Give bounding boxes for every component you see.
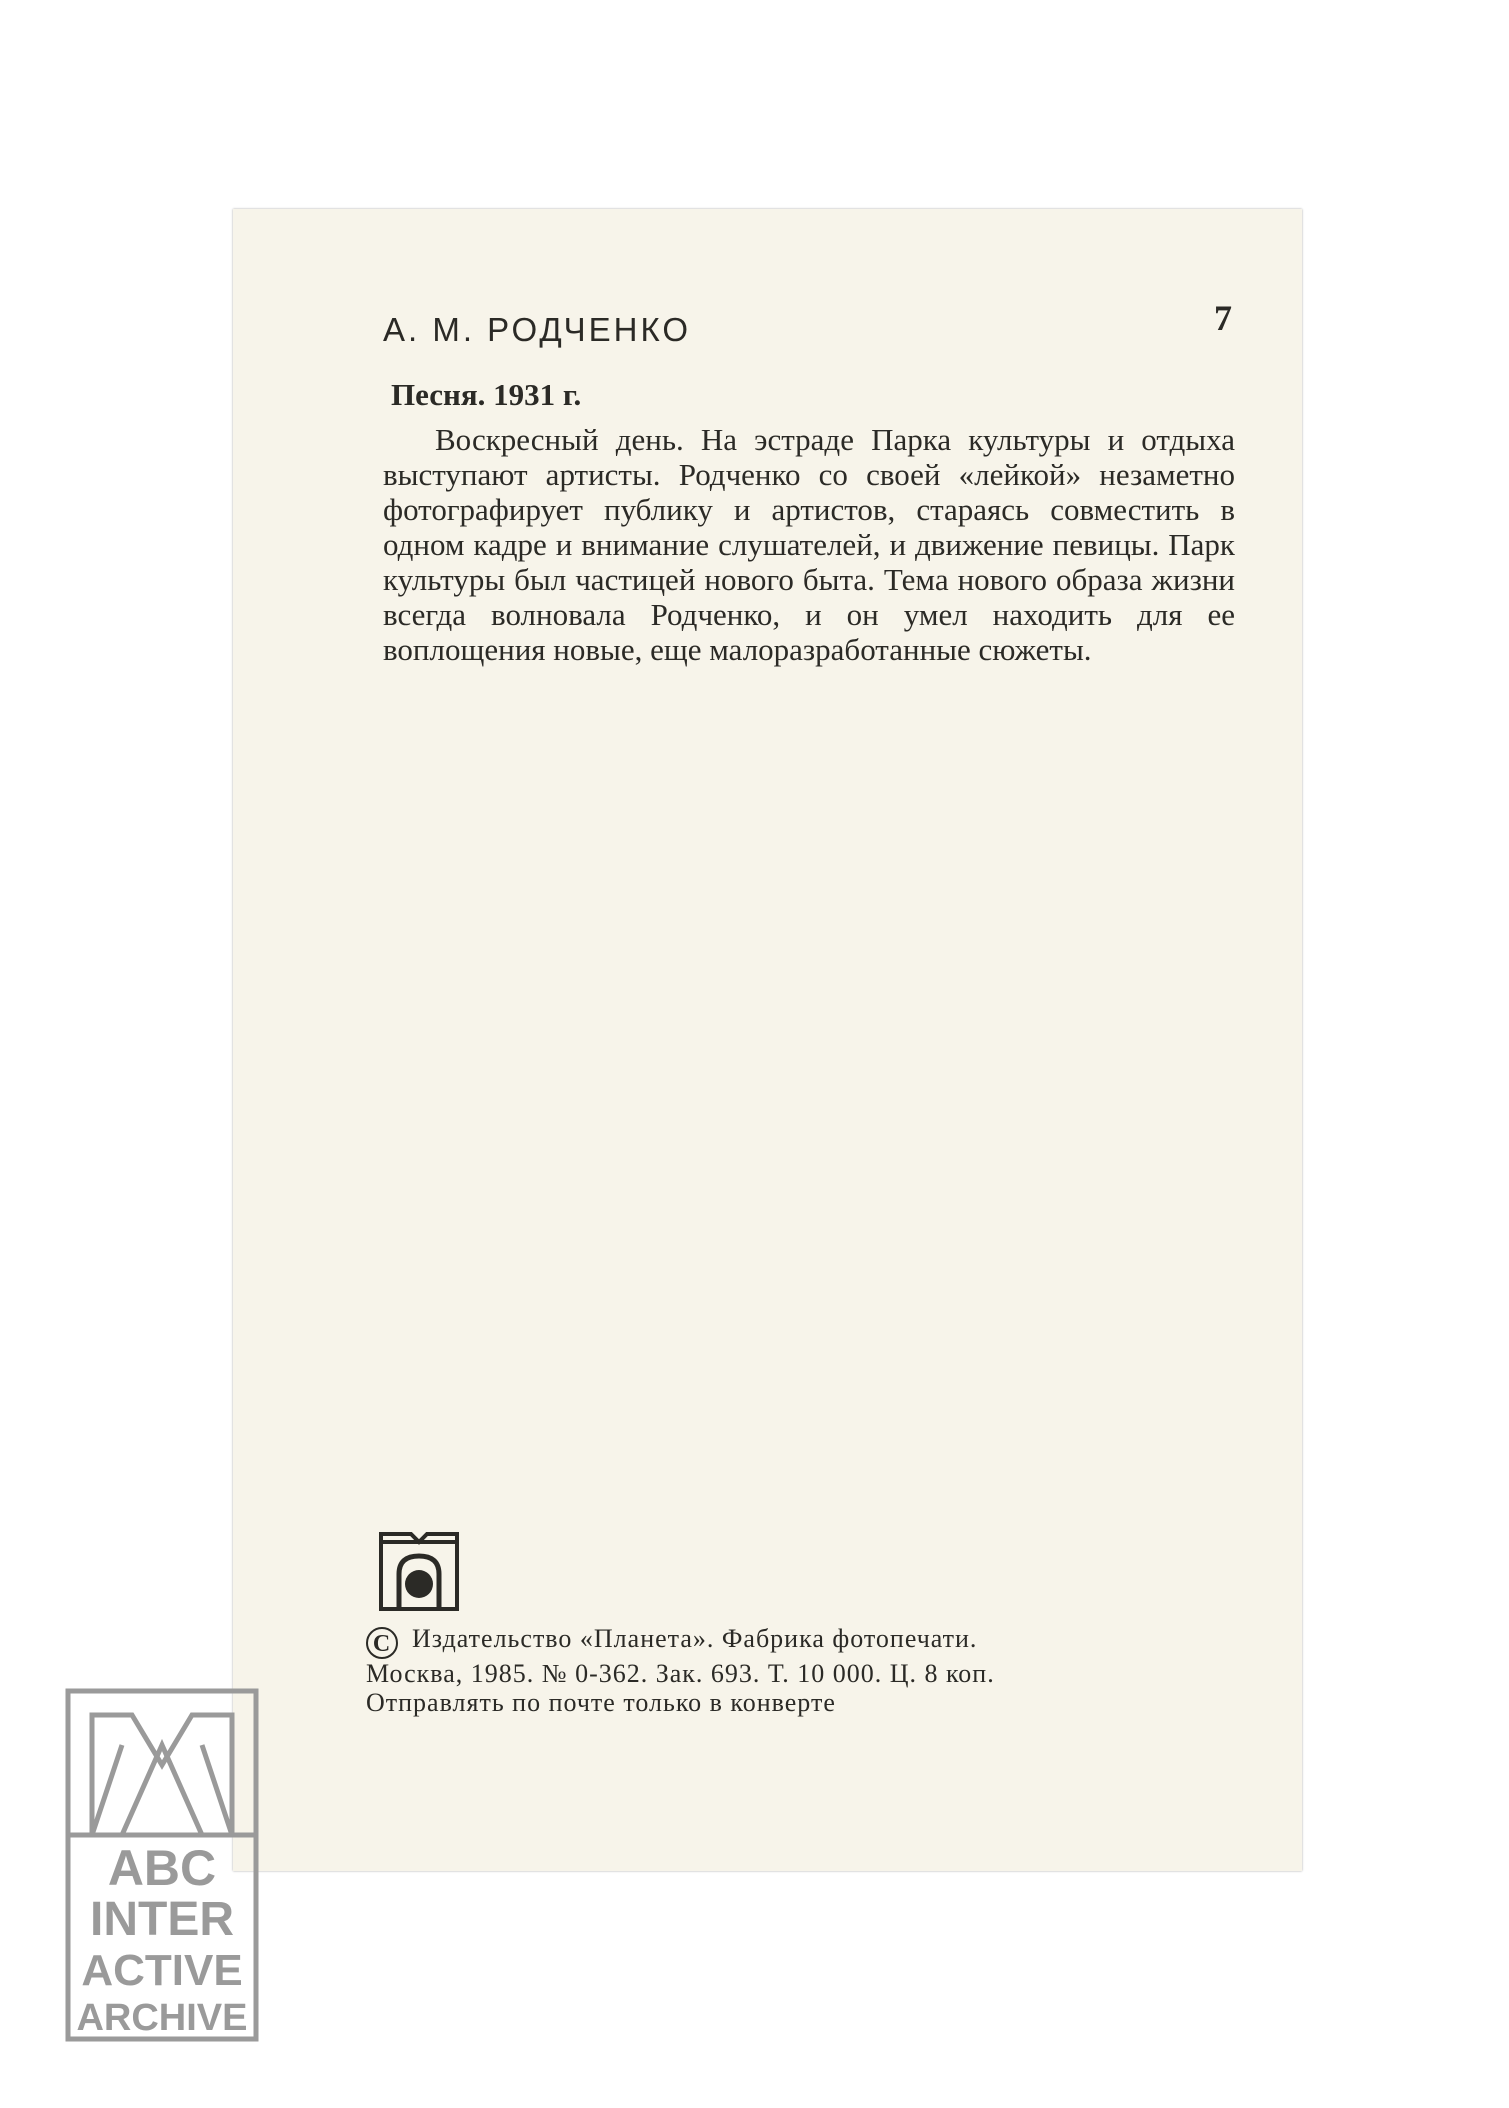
imprint-publisher: Издательство «Планета». Фабрика фотопечати. <box>412 1624 978 1653</box>
page-number: 7 <box>1214 298 1232 338</box>
copyright-icon: С <box>366 1627 398 1659</box>
imprint-line-3: Отправлять по почте только в конверте <box>366 1688 836 1717</box>
artwork-description: Воскресный день. На эстраде Парка культуры и отдыха выступают артисты. Родченко со своей «лейкой» незаметно фотографирует публику и артистов, стараясь совместить в одном кадре и внимание слушателей, и движение певицы. Парк культуры был частицей нового быта. Тема нового образа жизни всегда волновала Родченко, и он умел находить для ее воплощения новые, еще малоразработанные сюжеты. <box>383 422 1235 667</box>
watermark-line-2: INTER <box>90 1893 234 1946</box>
imprint-line-2: Москва, 1985. № 0-362. Зак. 693. Т. 10 000. Ц. 8 коп. <box>366 1659 995 1688</box>
watermark-line-3: ACTIVE <box>81 1946 243 1995</box>
watermark-line-1: ABC <box>107 1840 217 1896</box>
imprint <box>366 1624 1235 1717</box>
artwork-title: Песня. 1931 г. <box>391 377 582 412</box>
abc-archive-watermark <box>62 1685 262 2045</box>
imprint-line-1 <box>366 1624 1235 1659</box>
postcard-back <box>233 209 1302 1871</box>
author-name: А. М. РОДЧЕНКО <box>383 311 691 348</box>
planeta-logo-icon <box>379 1532 459 1611</box>
watermark-line-4: ARCHIVE <box>76 1997 248 2039</box>
